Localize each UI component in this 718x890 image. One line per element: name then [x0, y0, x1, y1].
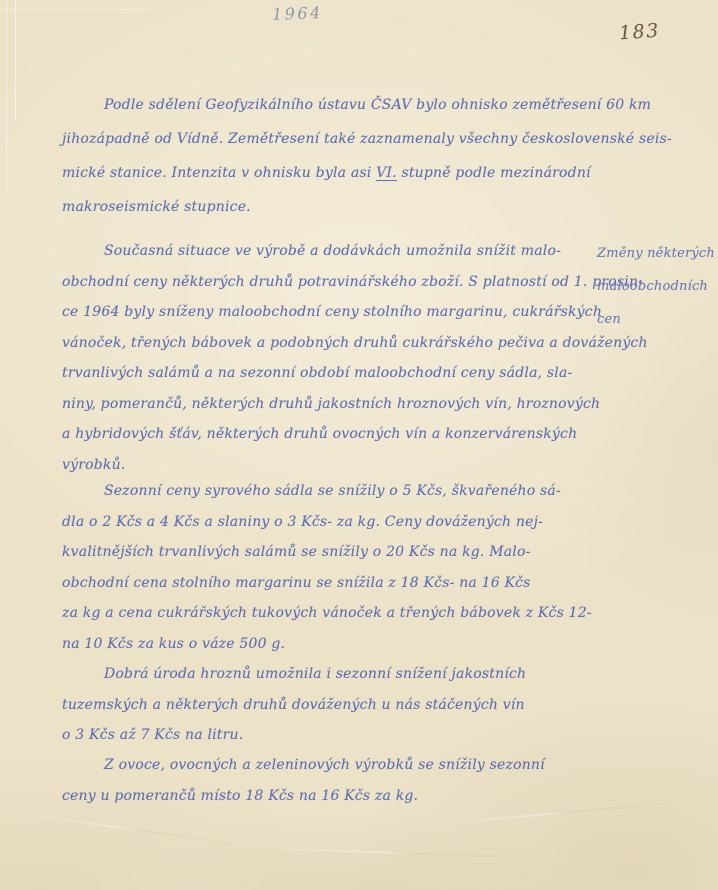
text-run: Z ovoce, ovocných a zeleninových výrobků se snížily sezonní [104, 757, 545, 773]
text-run: dla o 2 Kčs a 4 Kčs a slaniny o 3 Kčs- za kg. Ceny dovážených nej- [62, 513, 544, 530]
text-run: jihozápadně od Vídně. Zemětřesení také zaznamenaly všechny československé seis- [62, 131, 672, 147]
text-run: stupně podle mezinárodní [396, 165, 591, 181]
scan-edge-line [0, 9, 150, 10]
text-line [62, 267, 644, 298]
paragraph-wine-prices [62, 659, 646, 751]
text-line [62, 568, 646, 599]
text-line [62, 389, 610, 420]
text-run: Sezonní ceny syrového sádla se snížily o 5 Kčs, škvařeného sá- [104, 483, 561, 499]
text-run: výrobků. [62, 456, 126, 473]
text-run: a hybridových šťáv, některých druhů ovocných vín a konzervárenských [62, 426, 578, 442]
paper-crease [250, 847, 550, 859]
text-run: Podle sdělení Geofyzikálního ústavu ČSAV bylo ohnisko zemětřesení 60 km [104, 97, 652, 113]
text-line [62, 537, 646, 568]
text-line [62, 328, 648, 359]
text-run: obchodní cena stolního margarinu se snížila z 18 Kčs- na 16 Kčs [62, 574, 531, 591]
paragraph-price-details [62, 476, 646, 659]
text-line [62, 358, 610, 389]
page-number: 183 [618, 19, 661, 45]
scan-edge-line [15, 0, 16, 120]
text-line [62, 297, 610, 328]
text-run: obchodní ceny některých druhů potravinářského zboží. S platností od 1. prosin- [62, 273, 644, 290]
intensity-value: VI. [376, 165, 397, 181]
paragraph-price-changes-intro [62, 236, 648, 480]
margin-note-line: cen [597, 312, 621, 327]
text-line [62, 659, 646, 690]
paragraph-fruit-prices [62, 750, 646, 811]
text-run: kvalitnějších trvanlivých salámů se snížily o 20 Kčs na kg. Malo- [62, 544, 531, 560]
text-run: trvanlivých salámů a na sezonní období maloobchodní ceny sádla, sla- [62, 365, 573, 381]
text-line [62, 507, 646, 538]
year-heading: 1964 [271, 3, 324, 24]
margin-note-line: Změny některých [597, 246, 715, 261]
text-line [62, 629, 646, 660]
text-line [62, 419, 610, 450]
text-run: za kg a cena cukrářských tukových vánoček a třených bábovek z Kčs 12- [62, 605, 592, 621]
text-run: niny, pomerančů, některých druhů jakostních hroznových vín, hroznových [62, 395, 601, 412]
text-line [62, 720, 646, 751]
paper-crease [11, 811, 249, 846]
text-run: o 3 Kčs až 7 Kčs na litru. [62, 727, 244, 743]
text-run: Současná situace ve výrobě a dodávkách umožnila snížit malo- [104, 243, 562, 259]
text-run: tuzemských a některých druhů dovážených u nás stáčených vín [62, 696, 525, 713]
text-line [62, 781, 646, 812]
scan-edge-line [6, 0, 7, 190]
text-line [62, 190, 646, 224]
paragraph-earthquake-report [62, 88, 672, 224]
text-run: vánoček, třených bábovek a podobných druhů cukrářského pečiva a dovážených [62, 334, 648, 351]
text-line [62, 122, 672, 156]
text-line [62, 690, 646, 721]
text-run: makroseismické stupnice. [62, 199, 251, 215]
text-run: mické stanice. Intenzita v ohnisku byla asi [62, 165, 377, 181]
text-line [62, 236, 610, 267]
text-run: ceny u pomerančů místo 18 Kčs na 16 Kčs za kg. [62, 787, 419, 804]
margin-note [597, 237, 717, 336]
text-run: na 10 Kčs za kus o váze 500 g. [62, 635, 286, 652]
text-line [62, 750, 646, 781]
margin-note-line: maloobchodních [597, 279, 708, 294]
text-line [62, 476, 646, 507]
text-line [62, 156, 646, 190]
text-run: Dobrá úroda hroznů umožnila i sezonní snížení jakostních [104, 666, 527, 682]
text-line [62, 598, 646, 629]
text-line [62, 88, 652, 122]
text-run: ce 1964 byly sníženy maloobchodní ceny stolního margarinu, cukrářských [62, 304, 603, 320]
